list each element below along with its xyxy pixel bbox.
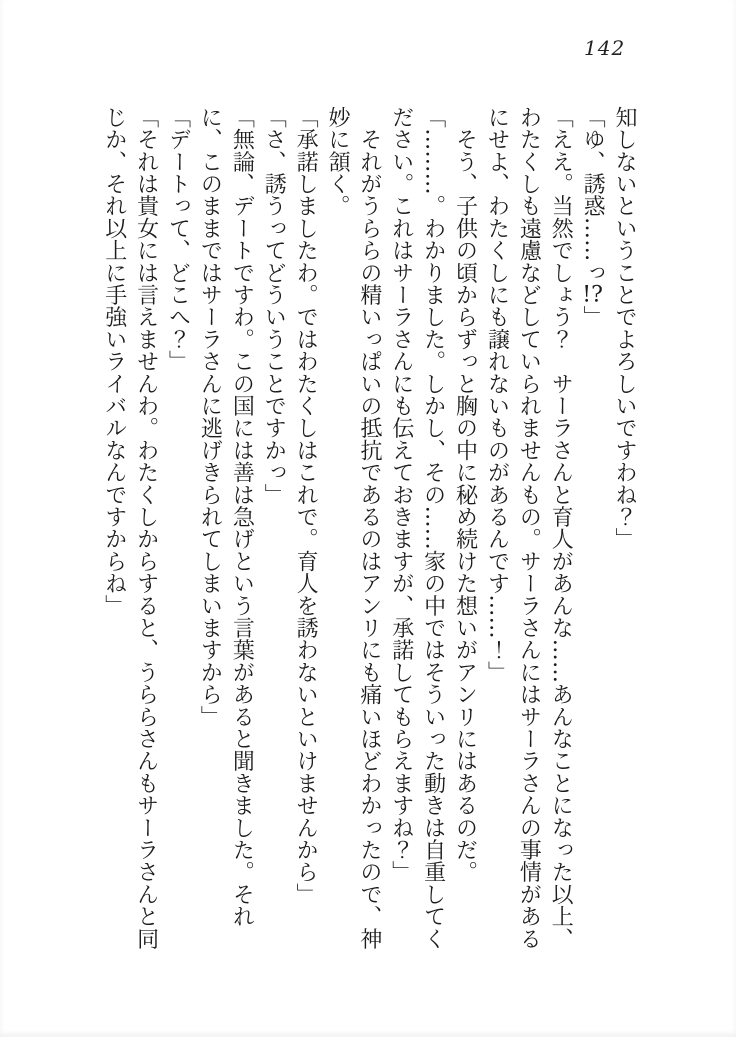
- paragraph: 知しないということでよろしいですわね？」: [612, 106, 637, 550]
- paragraph: 「デートって、どこへ？」: [165, 106, 191, 373]
- paragraph: 「それは貴女には言えませんわ。わたくしからすると、うららさんもサーラさんと同じか、それ以上に手強いライバルなんですからね」: [101, 106, 159, 950]
- paragraph: 「………。わかりました。しかし、その……家の中ではそういった動きは自重してください。これはサーラさんにも伝えておきますが、承諾してもらえますね？」: [388, 106, 446, 950]
- page-number: 142: [584, 36, 626, 60]
- paragraph: それがうららの精いっぱいの抵抗であるのはアンリにも痛いほどわかったので、神妙に頷く。: [324, 106, 382, 950]
- paragraph: 「ゆ、誘惑……っ!?」: [580, 106, 606, 328]
- paragraph: 「無論、デートですわ。この国には善は急げという言葉があると聞きました。それに、このままではサーラさんに逃げきられてしまいますから」: [197, 106, 255, 928]
- paragraph: 「承諾しましたわ。ではわたくしはこれで。育人を誘わないといけませんから」: [293, 106, 319, 906]
- paragraph: そう、子供の頃からずっと胸の中に秘め続けた想いがアンリにはあるのだ。: [452, 106, 478, 883]
- paragraph: 「ええ。当然でしょう？ サーラさんと育人があんな……あんなことになった以上、わたくしも遠慮などしていられませんもの。サーラさんにはサーラさんの事情があるにせよ、わたくしにも譲れないものがあるんです……！」: [484, 106, 574, 950]
- vertical-text-block: [98, 106, 640, 950]
- paragraph: 「さ、誘うってどういうことですかっ」: [261, 106, 287, 506]
